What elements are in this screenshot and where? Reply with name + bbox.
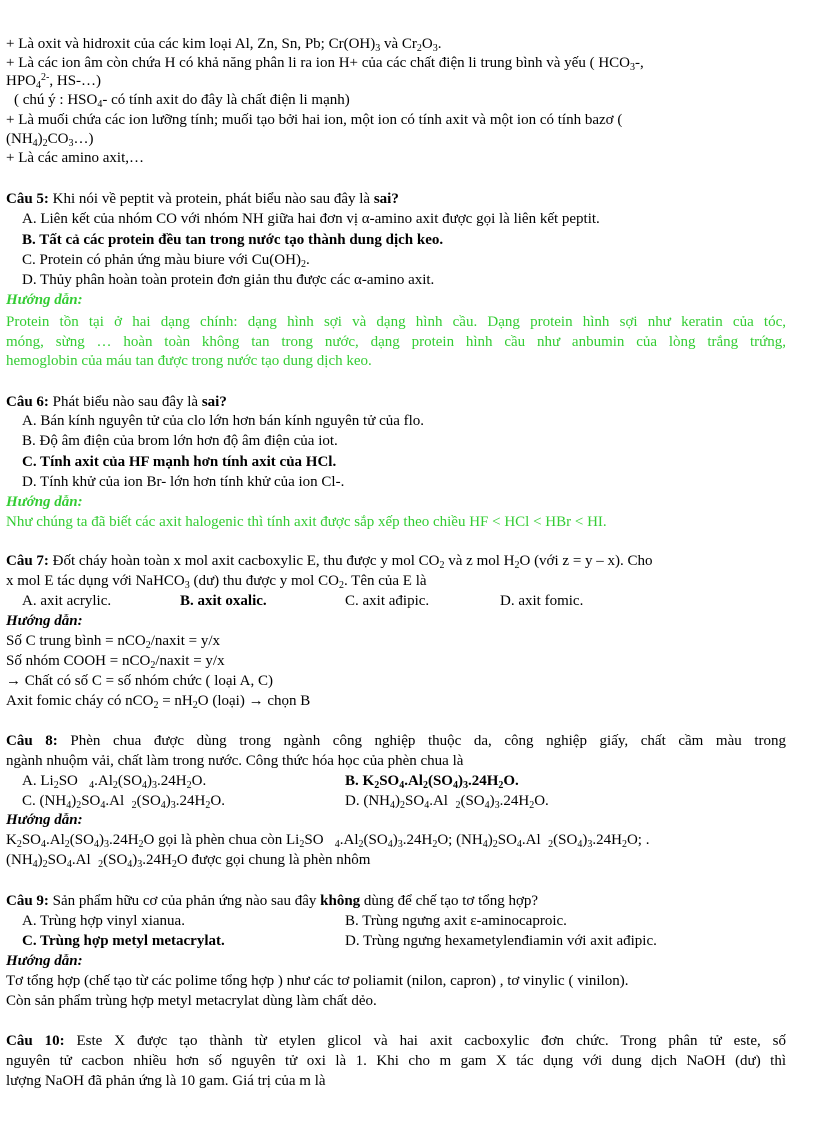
- intro-line-3: $HPO_4^{2-}$, HS-…): [6, 72, 102, 91]
- q7-solution-1: Số C trung bình = nCO$_2$/naxit = y/x: [6, 633, 221, 651]
- question-10: Câu 10: Este X được tạo thành từ etylen glicol và hai axit cacboxylic đơn chức. Trong phân tử este, số: [6, 1033, 786, 1049]
- q6-option-d: D. Tính khử của ion Br- lớn hơn tính khử của ion Cl-.: [22, 474, 345, 490]
- question-6: Câu 6: Phát biểu nào sau đây là sai?: [6, 394, 227, 410]
- q8-line-2: ngành nhuộm vải, chất làm trong nước. Công thức hóa học của phèn chua là: [6, 753, 464, 769]
- q9-option-a: A. Trùng hợp vinyl xianua.: [22, 913, 185, 929]
- question-7: Câu 7: Đốt cháy hoàn toàn x mol axit cacboxylic E, thu được y mol $CO_2$ và z mol $H_2O$ (với z = y – x). Cho: [6, 553, 653, 571]
- q7-line-2: x mol E tác dụng với NaHCO$_3$ (dư) thu được y mol $CO_2$. Tên của E là: [6, 573, 427, 591]
- q9-solution-2: Còn sản phẩm trùng hợp metyl metacrylat dùng làm chất dẻo.: [6, 993, 377, 1009]
- q5-option-a: A. Liên kết của nhóm CO với nhóm NH giữa hai đơn vị α-amino axit được gọi là liên kết peptit.: [22, 211, 600, 227]
- q6-option-a: A. Bán kính nguyên tử của clo lớn hơn bán kính nguyên tử của flo.: [22, 413, 425, 429]
- q5-option-b: B. Tất cả các protein đều tan trong nước tạo thành dung dịch keo.: [22, 232, 444, 248]
- question-8: Câu 8: Phèn chua được dùng trong ngành công nghiệp thuộc da, công nghiệp giấy, chất cầm màu trong: [6, 733, 786, 749]
- q6-guide-line-1: Như chúng ta đã biết các axit halogenic thì tính axit được sắp xếp theo chiều HF < HCl < HBr < HI.: [6, 514, 607, 530]
- q8-option-c: C. $(NH_4)_2SO_4.Al$ $_2(SO_4)_3.24H_2O$.: [22, 793, 225, 811]
- q9-guide-label: Hướng dẫn:: [6, 953, 83, 969]
- q6-option-b: B. Độ âm điện của brom lớn hơn độ âm điện của iot.: [22, 433, 338, 449]
- q10-line-2: nguyên tử cacbon nhiều hơn số nguyên tử oxi là 1. Khi cho m gam X tác dụng với dung dịch NaOH (dư) thì: [6, 1053, 786, 1069]
- q7-solution-4: Axit fomic cháy có $nCO_2 = nH_2O$ (loại) → chọn B: [6, 693, 311, 711]
- q6-option-c: C. Tính axit của HF mạnh hơn tính axit của HCl.: [22, 454, 337, 470]
- q5-guide-line-3: hemoglobin của máu tan được trong nước tạo dung dịch keo.: [6, 353, 372, 369]
- q9-option-b: B. Trùng ngưng axit ε-aminocaproic.: [345, 913, 567, 929]
- q5-option-d: D. Thủy phân hoàn toàn protein đơn giản thu được các α-amino axit.: [22, 272, 435, 288]
- q8-guide-label: Hướng dẫn:: [6, 812, 83, 828]
- q5-guide-line-2: móng, sừng … hoàn toàn không tan trong nước, dạng protein hình cầu như anbumin của lòng trắng trứng,: [6, 334, 786, 350]
- q10-line-3: lượng NaOH đã phản ứng là 10 gam. Giá trị của m là: [6, 1073, 326, 1089]
- q7-option-a: A. axit acrylic.: [22, 593, 112, 609]
- q7-option-b: B. axit oxalic.: [180, 593, 267, 609]
- q5-option-c: C. Protein có phản ứng màu biure với $Cu(OH)_2$.: [22, 252, 310, 270]
- intro-line-4: ( chú ý : $HSO_4-$ có tính axit do đây là chất điện li mạnh): [14, 92, 350, 110]
- question-5: Câu 5: Khi nói về peptit và protein, phát biểu nào sau đây là sai?: [6, 191, 399, 207]
- q9-option-c: C. Trùng hợp metyl metacrylat.: [22, 933, 225, 949]
- q9-solution-1: Tơ tổng hợp (chế tạo từ các polime tổng hợp ) như các tơ poliamit (nilon, capron) , tơ vinylic ( vinilon).: [6, 973, 629, 989]
- q5-guide-label: Hướng dẫn:: [6, 292, 83, 308]
- q7-option-d: D. axit fomic.: [500, 593, 584, 609]
- intro-line-2: + Là các ion âm còn chứa H có khả năng phân li ra ion H+ của các chất điện li trung bình và yếu ( $HCO_3-$,: [6, 55, 644, 73]
- intro-line-1: + Là oxit và hidroxit của các kim loại Al, Zn, Sn, Pb; $Cr(OH)_3$ và $Cr_2O_3$.: [6, 36, 442, 54]
- q8-option-d: D. $(NH_4)_2SO_4.Al$ $_2(SO_4)_3.24H_2O$.: [345, 793, 549, 811]
- q7-option-c: C. axit ađipic.: [345, 593, 430, 609]
- q5-guide-line-1: Protein tồn tại ở hai dạng chính: dạng hình sợi và dạng hình cầu. Dạng protein hình sợi như keratin của tóc,: [6, 314, 786, 330]
- q8-option-b: B. $K_2SO_4.Al_2(SO_4)_3.24H_2O$.: [345, 773, 519, 791]
- question-9: Câu 9: Sản phẩm hữu cơ của phản ứng nào sau đây không dùng để chế tạo tơ tổng hợp?: [6, 893, 539, 909]
- q8-solution-1: $K_2SO_4.Al_2(SO_4)_3.24H_2O$ gọi là phèn chua còn $Li_2SO$ $_4.Al_2(SO_4)_3.24H_2O$; $(NH_4)_2SO_4.Al$ $_2(SO_4)_3.24H_2O$; .: [6, 832, 650, 850]
- q8-option-a: A. $Li_2SO$ $_4.Al_2(SO_4)_3.24H_2O$.: [22, 773, 207, 791]
- q9-option-d: D. Trùng ngưng hexametylenđiamin với axit ađipic.: [345, 933, 657, 949]
- q7-solution-3: → Chất có số C = số nhóm chức ( loại A, C): [6, 673, 273, 689]
- q6-guide-label: Hướng dẫn:: [6, 494, 83, 510]
- q7-solution-2: Số nhóm COOH = nCO$_2$/naxit = y/x: [6, 653, 225, 671]
- q8-solution-2: $(NH_4)_2SO_4.Al$ $_2(SO_4)_3.24H_2O$ được gọi chung là phèn nhôm: [6, 852, 371, 870]
- intro-line-6: $(NH_4)_2CO_3\dots$): [6, 131, 94, 149]
- q7-guide-label: Hướng dẫn:: [6, 613, 83, 629]
- intro-line-7: + Là các amino axit,…: [6, 150, 144, 166]
- intro-line-5: + Là muối chứa các ion lưỡng tính; muối tạo bởi hai ion, một ion có tính axit và một ion có tính bazơ (: [6, 112, 623, 128]
